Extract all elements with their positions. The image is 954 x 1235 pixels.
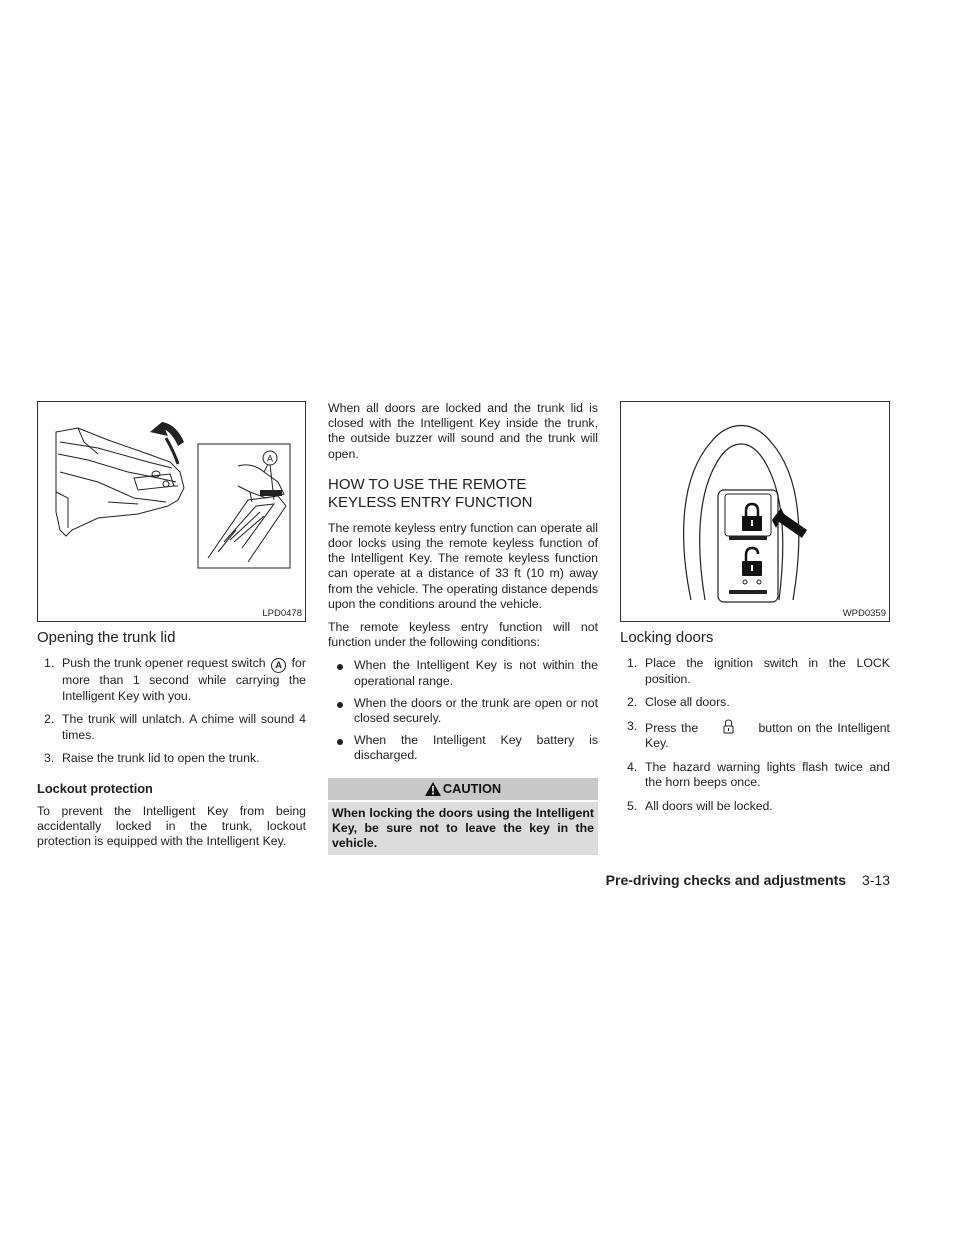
column-right [620, 401, 890, 822]
caution-header: CAUTION [328, 778, 598, 800]
column-left [37, 401, 306, 857]
locking-steps [620, 656, 890, 814]
intro-text: When all doors are locked and the trunk lid is closed with the Intelligent Key inside the trunk, the outside buzzer will sound and the trunk will open. [328, 401, 598, 461]
trunk-steps [37, 656, 306, 767]
remote-para-2: The remote keyless entry function will not function under the following conditions: [328, 620, 598, 650]
intelligent-key-illustration [621, 402, 891, 622]
list-item: 4. The hazard warning lights flash twice and the horn beeps once. [627, 759, 890, 789]
list-item: When the Intelligent Key battery is discharged. [328, 733, 598, 763]
arrow-icon [772, 508, 807, 538]
caution-text: When locking the doors using the Intelligent Key, be sure not to leave the key in the vehicle. [328, 802, 598, 855]
list-item: When the doors or the trunk are open or not closed securely. [328, 696, 598, 726]
section-heading-remote: HOW TO USE THE REMOTE KEYLESS ENTRY FUNCTION [328, 475, 533, 511]
warning-icon [425, 782, 441, 796]
list-item: 3. Press the button on the Intelligent Key. [627, 718, 890, 750]
list-item: 3. Raise the trunk lid to open the trunk. [44, 751, 260, 765]
page-footer [606, 872, 890, 888]
section-title-locking: Locking doors [620, 629, 714, 646]
key-figure [620, 401, 890, 622]
list-item: 5. All doors will be locked. [627, 798, 773, 813]
section-title-trunk: Opening the trunk lid [37, 629, 176, 646]
figure-code: LPD0478 [262, 608, 302, 619]
caution-box [328, 778, 598, 855]
trunk-illustration [38, 402, 306, 622]
lock-icon [723, 719, 734, 734]
bullet-icon [337, 702, 343, 708]
list-item: 2. Close all doors. [627, 695, 730, 709]
conditions-list [328, 658, 598, 763]
list-item: When the Intelligent Key is not within the operational range. [328, 658, 598, 688]
callout-a: A [266, 453, 274, 464]
footer-section-title: Pre-driving checks and adjustments [605, 872, 847, 888]
figure-code: WPD0359 [842, 608, 886, 619]
callout-a-icon: A [271, 658, 286, 673]
unlock-icon [746, 548, 758, 562]
column-middle [328, 401, 598, 855]
bullet-icon [337, 739, 343, 745]
list-item: 1. Place the ignition switch in the LOCK position. [627, 656, 890, 686]
list-item: 1. Push the trunk opener request switch A for more than 1 second while carrying the Intelligent Key with you. [44, 656, 306, 703]
bullet-icon [337, 664, 343, 670]
list-item: 2. The trunk will unlatch. A chime will sound 4 times. [44, 712, 306, 742]
remote-para-1: The remote keyless entry function can operate all door locks using the remote keyless function of the Intelligent Key. The remote keyless function can operate at a distance of 33 ft (10 m) away from the vehicle. The operating distance depends upon the conditions around the vehicle. [328, 520, 598, 611]
trunk-figure [37, 401, 306, 622]
lockout-text: To prevent the Intelligent Key from being accidentally locked in the trunk, lockout protection is equipped with the Intelligent Key. [37, 803, 306, 848]
lockout-heading: Lockout protection [37, 780, 153, 796]
page-number: 3-13 [861, 872, 890, 888]
